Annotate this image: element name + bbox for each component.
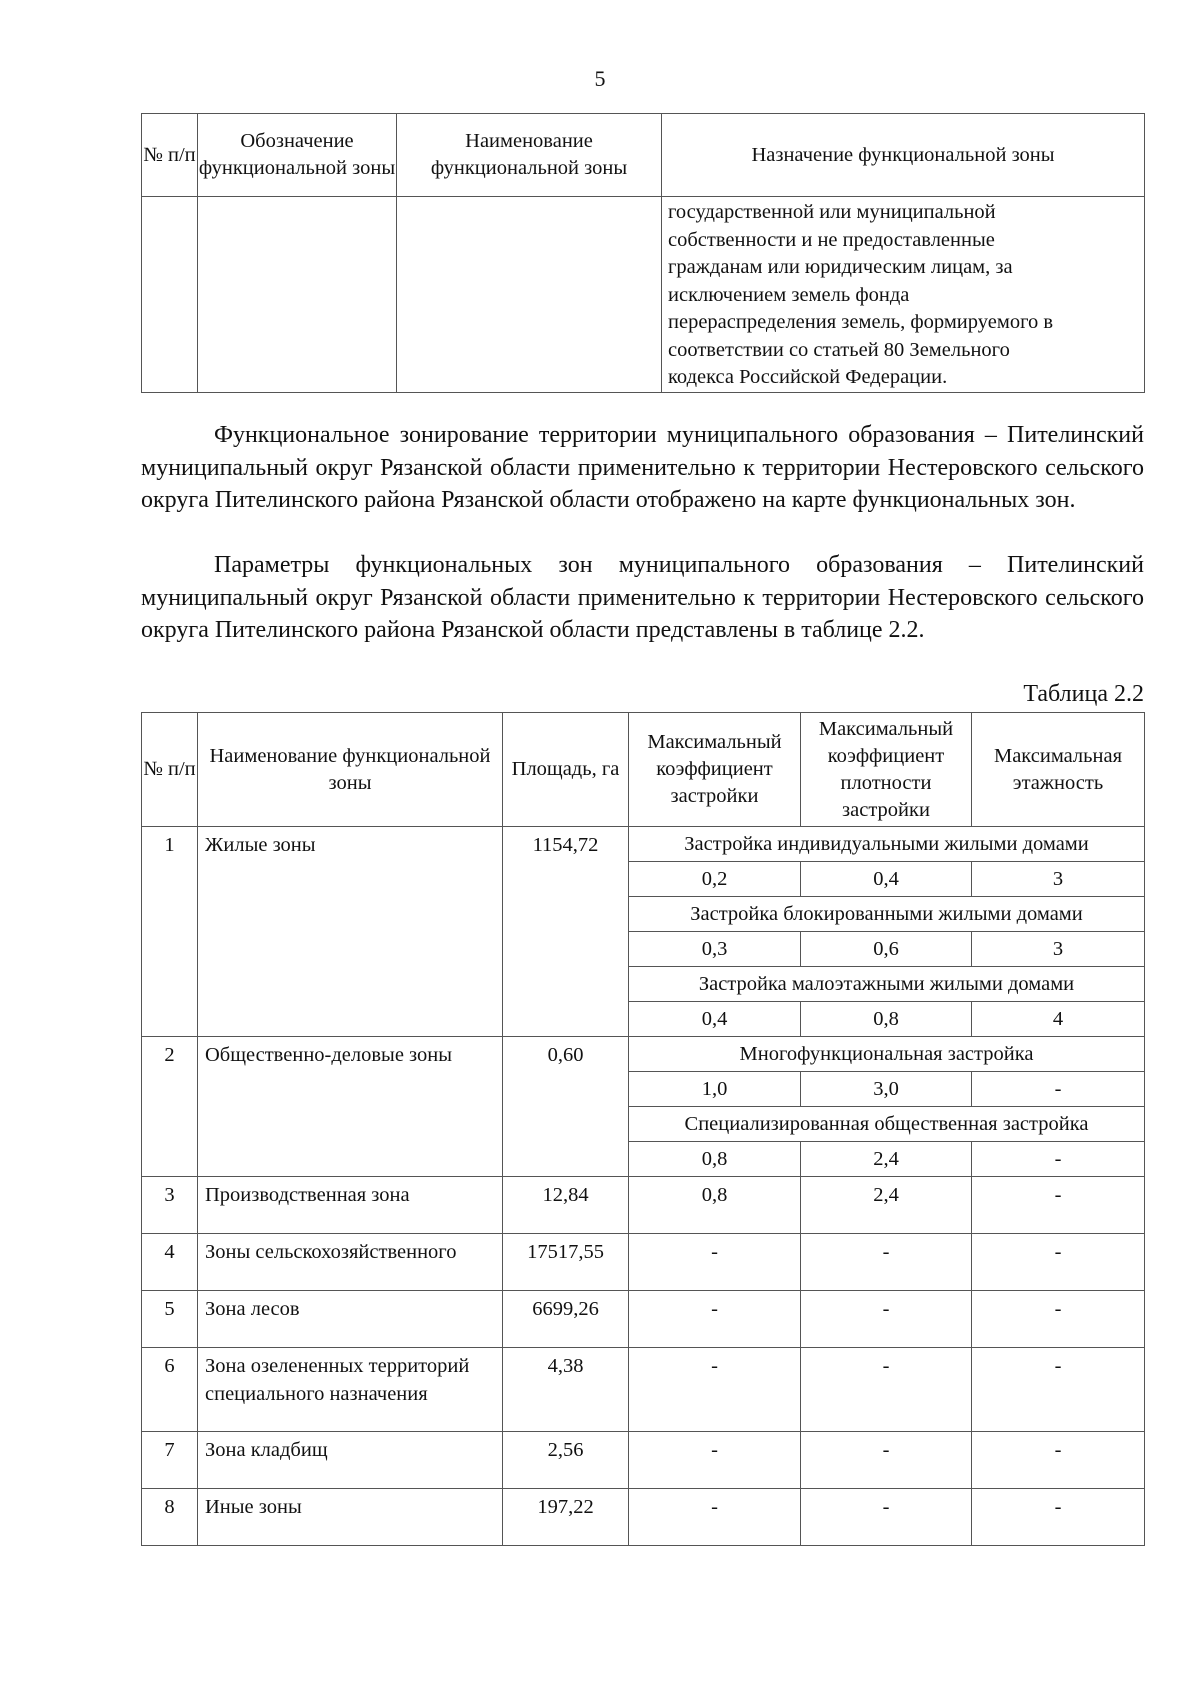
density-ratio: 2,4 <box>801 1142 972 1177</box>
text-line: кодекса Российской Федерации. <box>668 366 948 388</box>
density-ratio: - <box>801 1291 972 1348</box>
coverage-ratio: 0,4 <box>629 1002 801 1037</box>
density-ratio: 0,6 <box>801 932 972 967</box>
text-line: государственной или муниципальной <box>668 201 996 223</box>
text-line: гражданам или юридическим лицам, за <box>668 256 1013 278</box>
subgroup-title: Многофункциональная застройка <box>629 1037 1145 1072</box>
row-number: 2 <box>142 1037 198 1177</box>
text-line: собственности и не предоставленные <box>668 228 995 251</box>
header-cell: Площадь, га <box>503 713 629 827</box>
coverage-ratio: 0,8 <box>629 1142 801 1177</box>
max-floors: - <box>972 1489 1145 1546</box>
table-row <box>142 1291 1145 1348</box>
purpose-text-cell <box>662 197 1145 393</box>
max-floors: - <box>972 1177 1145 1234</box>
zone-name: Зона кладбищ <box>198 1432 503 1489</box>
max-floors: - <box>972 1432 1145 1489</box>
zone-name: Жилые зоны <box>198 827 503 1037</box>
empty-cell <box>397 197 662 393</box>
max-floors: - <box>972 1234 1145 1291</box>
coverage-ratio: - <box>629 1489 801 1546</box>
zone-parameters-table <box>141 712 1145 1546</box>
subgroup-title: Застройка малоэтажными жилыми домами <box>629 967 1145 1002</box>
zone-area: 6699,26 <box>503 1291 629 1348</box>
zone-name: Зоны сельскохозяйственного <box>198 1234 503 1291</box>
table-header-row <box>142 114 1145 197</box>
zone-area: 12,84 <box>503 1177 629 1234</box>
zone-area: 1154,72 <box>503 827 629 1037</box>
coverage-ratio: - <box>629 1291 801 1348</box>
table-row <box>142 1489 1145 1546</box>
density-ratio: 0,4 <box>801 862 972 897</box>
row-number: 4 <box>142 1234 198 1291</box>
zone-area: 197,22 <box>503 1489 629 1546</box>
zone-purpose-table <box>141 113 1145 393</box>
header-cell: Максимальная этажность <box>972 713 1145 827</box>
coverage-ratio: - <box>629 1234 801 1291</box>
subgroup-title: Застройка блокированными жилыми домами <box>629 897 1145 932</box>
max-floors: - <box>972 1142 1145 1177</box>
header-cell: Максимальный коэффициент плотности застройки <box>801 713 972 827</box>
zone-area: 0,60 <box>503 1037 629 1177</box>
max-floors: - <box>972 1291 1145 1348</box>
max-floors: 3 <box>972 862 1145 897</box>
max-floors: - <box>972 1348 1145 1432</box>
subgroup-title: Специализированная общественная застройка <box>629 1107 1145 1142</box>
density-ratio: - <box>801 1234 972 1291</box>
header-cell: Максимальный коэффициент застройки <box>629 713 801 827</box>
coverage-ratio: 0,2 <box>629 862 801 897</box>
empty-cell <box>198 197 397 393</box>
zone-name: Зона озелененных территорий специального назначения <box>198 1348 503 1432</box>
coverage-ratio: 0,8 <box>629 1177 801 1234</box>
zone-name: Иные зоны <box>198 1489 503 1546</box>
zone-area: 4,38 <box>503 1348 629 1432</box>
coverage-ratio: - <box>629 1432 801 1489</box>
table-row <box>142 1234 1145 1291</box>
header-cell: Назначение функциональной зоны <box>662 114 1145 197</box>
row-number: 3 <box>142 1177 198 1234</box>
page-number: 5 <box>594 66 606 91</box>
header-cell: Обозначение функциональной зоны <box>198 114 397 197</box>
text-line: исключением земель фонда <box>668 283 910 306</box>
zone-name: Зона лесов <box>198 1291 503 1348</box>
density-ratio: - <box>801 1432 972 1489</box>
header-cell: Наименование функциональной зоны <box>397 114 662 197</box>
table-caption: Таблица 2.2 <box>1023 681 1144 707</box>
coverage-ratio: 1,0 <box>629 1072 801 1107</box>
table-row <box>142 827 1145 862</box>
header-cell: Наименование функциональной зоны <box>198 713 503 827</box>
zone-name: Общественно-деловые зоны <box>198 1037 503 1177</box>
density-ratio: 3,0 <box>801 1072 972 1107</box>
max-floors: 3 <box>972 932 1145 967</box>
table-row <box>142 1348 1145 1432</box>
row-number: 6 <box>142 1348 198 1432</box>
header-cell: № п/п <box>142 114 198 197</box>
row-number: 1 <box>142 827 198 1037</box>
density-ratio: - <box>801 1489 972 1546</box>
max-floors: - <box>972 1072 1145 1107</box>
row-number: 5 <box>142 1291 198 1348</box>
density-ratio: - <box>801 1348 972 1432</box>
header-cell: № п/п <box>142 713 198 827</box>
text-line: соответствии со статьей 80 Земельного <box>668 338 1010 361</box>
table-row <box>142 197 1145 393</box>
coverage-ratio: 0,3 <box>629 932 801 967</box>
table-header-row <box>142 713 1145 827</box>
paragraph: Параметры функциональных зон муниципального образования – Пителинский муниципальный округ Рязанской области применительно к территории Нестеровского сельского округа Пителинского района Рязанской области представлены в таблице 2.2. <box>141 552 1144 643</box>
zone-name: Производственная зона <box>198 1177 503 1234</box>
zone-area: 17517,55 <box>503 1234 629 1291</box>
paragraph: Функциональное зонирование территории муниципального образования – Пителинский муниципальный округ Рязанской области применительно к территории Нестеровского сельского округа Пителинского района Рязанской области отображено на карте функциональных зон. <box>141 422 1144 513</box>
row-number: 7 <box>142 1432 198 1489</box>
zone-area: 2,56 <box>503 1432 629 1489</box>
table-row <box>142 1037 1145 1072</box>
table-row <box>142 1177 1145 1234</box>
text-line: перераспределения земель, формируемого в <box>668 311 1054 333</box>
table-row <box>142 1432 1145 1489</box>
empty-cell <box>142 197 198 393</box>
max-floors: 4 <box>972 1002 1145 1037</box>
subgroup-title: Застройка индивидуальными жилыми домами <box>629 827 1145 862</box>
density-ratio: 2,4 <box>801 1177 972 1234</box>
row-number: 8 <box>142 1489 198 1546</box>
density-ratio: 0,8 <box>801 1002 972 1037</box>
coverage-ratio: - <box>629 1348 801 1432</box>
